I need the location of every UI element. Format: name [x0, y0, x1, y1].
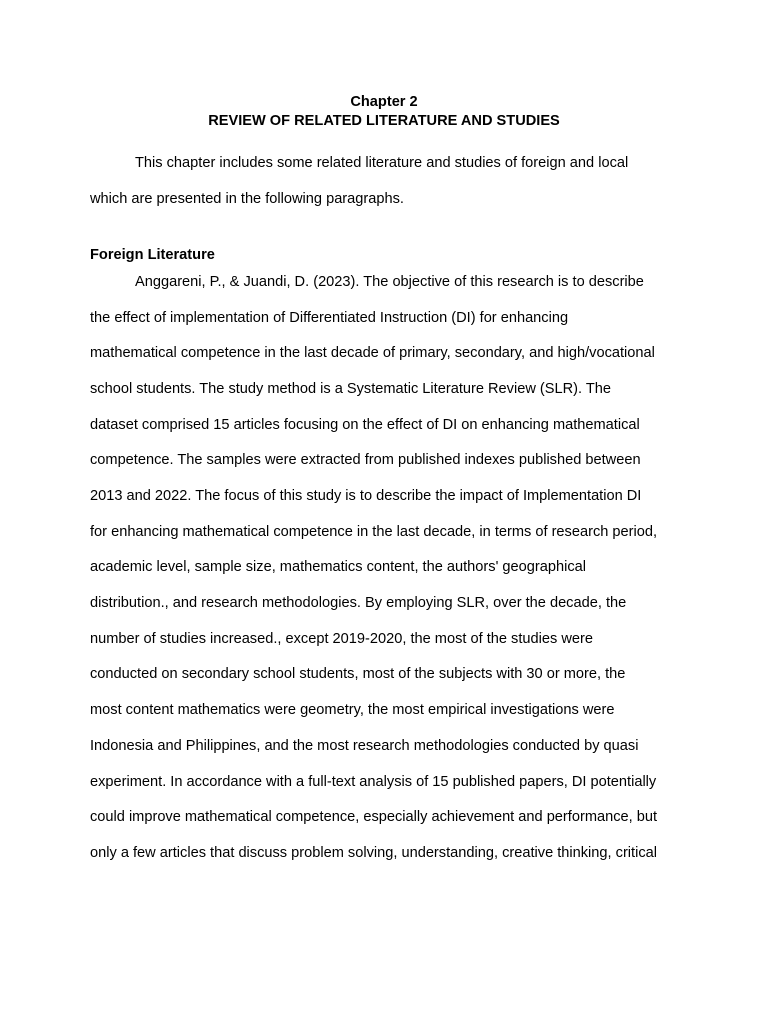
body-line: the effect of implementation of Differentiated Instruction (DI) for enhancing [90, 310, 569, 326]
body-line: dataset comprised 15 articles focusing on the effect of DI on enhancing mathematical [90, 417, 640, 433]
body-line: academic level, sample size, mathematics content, the authors' geographical [90, 559, 586, 575]
body-line: could improve mathematical competence, especially achievement and performance, but [90, 809, 658, 825]
body-line: for enhancing mathematical competence in the last decade, in terms of research period, [90, 524, 658, 540]
body-line: conducted on secondary school students, most of the subjects with 30 or more, the [90, 666, 626, 682]
body-line: only a few articles that discuss problem solving, understanding, creative thinking, critical [90, 845, 657, 861]
section-heading: Foreign Literature [90, 247, 215, 263]
body-line: 2013 and 2022. The focus of this study is to describe the impact of Implementation DI [90, 488, 642, 504]
intro-line: which are presented in the following paragraphs. [90, 191, 404, 207]
body-line: distribution., and research methodologies. By employing SLR, over the decade, the [90, 595, 627, 611]
body-line: school students. The study method is a Systematic Literature Review (SLR). The [90, 381, 612, 397]
body-line: mathematical competence in the last decade of primary, secondary, and high/vocational [90, 345, 655, 361]
body-line: Anggareni, P., & Juandi, D. (2023). The objective of this research is to describe [135, 274, 644, 290]
chapter-title: REVIEW OF RELATED LITERATURE AND STUDIES [208, 113, 560, 129]
chapter-number: Chapter 2 [350, 94, 418, 110]
body-line: most content mathematics were geometry, the most empirical investigations were [90, 702, 615, 718]
body-line: number of studies increased., except 2019-2020, the most of the studies were [90, 631, 593, 647]
intro-line: This chapter includes some related literature and studies of foreign and local [135, 155, 629, 171]
body-line: experiment. In accordance with a full-text analysis of 15 published papers, DI potentially [90, 774, 657, 790]
body-line: Indonesia and Philippines, and the most research methodologies conducted by quasi [90, 738, 639, 754]
body-line: competence. The samples were extracted from published indexes published between [90, 452, 641, 468]
